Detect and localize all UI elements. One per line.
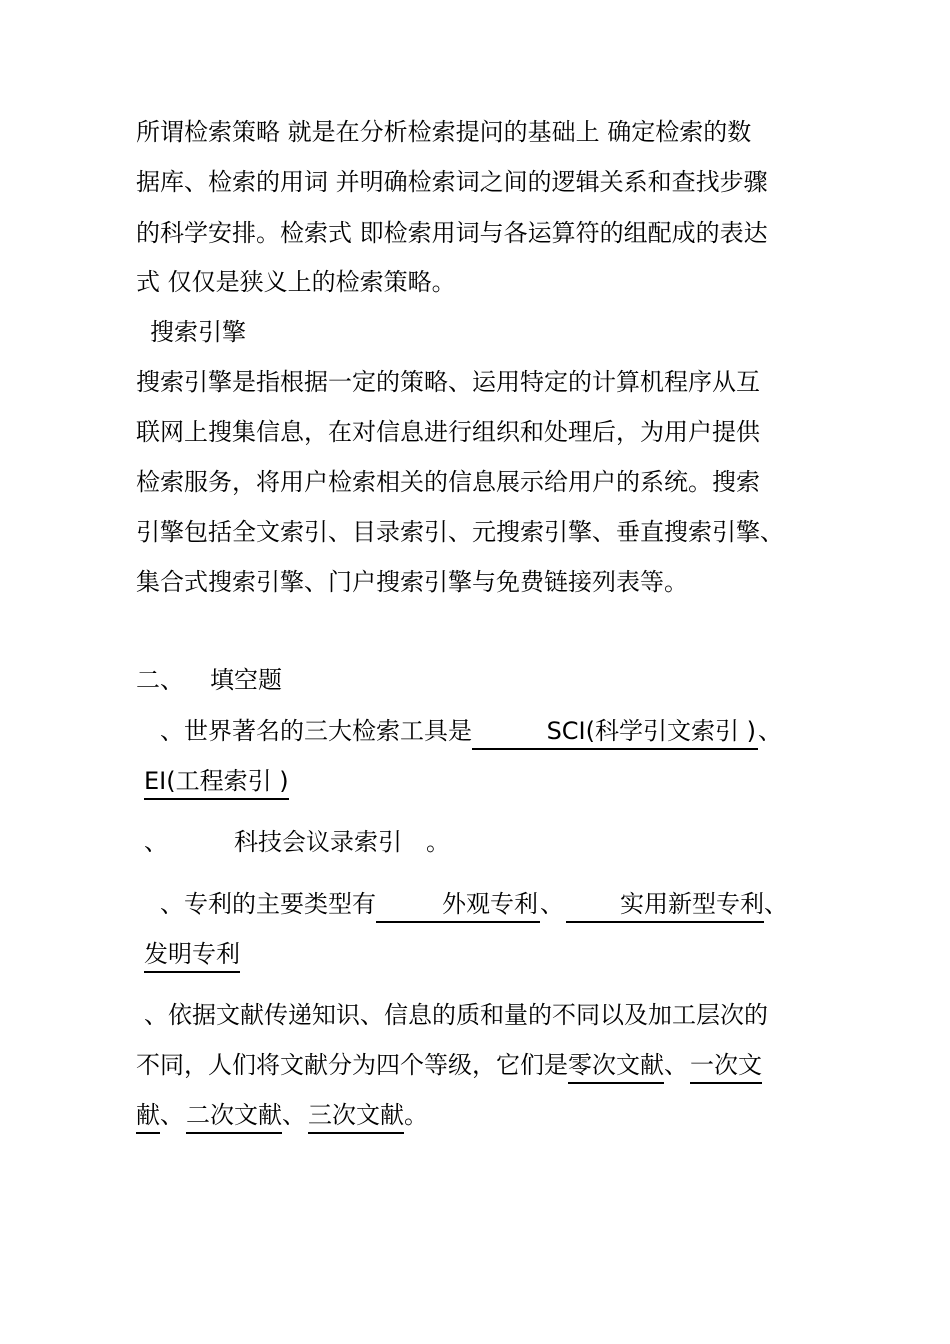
q2-answer1-text: 外观专利 [442, 890, 538, 918]
q3-sep2: 、 [160, 1101, 184, 1129]
q1-line3 [144, 827, 450, 857]
q3-answer1 [568, 1050, 664, 1084]
para1-line1-text: 所谓检索策略 就是在分析检索提问的基础上 确定检索的数 [136, 118, 752, 146]
para2-line2-text: 联网上搜集信息，在对信息进行组织和处理后，为用户提供 [136, 418, 760, 446]
q3-answer3-text: 二次文献 [186, 1101, 282, 1129]
q2-answer2-text: 实用新型专利 [620, 890, 764, 918]
q3-end: 。 [404, 1101, 428, 1129]
search-engine-heading-text: 搜索引擎 [150, 318, 246, 346]
para2-line3-text: 检索服务，将用户检索相关的信息展示给用户的系统。搜索 [136, 468, 760, 496]
q3-line3 [136, 1100, 428, 1134]
para1-line2 [136, 167, 768, 197]
q3-line1 [144, 1000, 768, 1030]
q2-answer3 [144, 939, 240, 973]
para1-line1 [136, 117, 751, 147]
para1-line3-text: 的科学安排。检索式 即检索用词与各运算符的组配成的表达 [136, 219, 768, 247]
q3-answer2-part2 [136, 1100, 160, 1134]
section2-number: 二、 [136, 666, 184, 694]
para2-line2 [136, 417, 760, 447]
section2-heading [136, 665, 282, 695]
q3-answer2-part1-text: 一次文 [690, 1051, 762, 1079]
q1-prefix: 、世界著名的三大检索工具是 [160, 717, 472, 745]
para2-line3 [136, 467, 760, 497]
q2-prefix: 、专利的主要类型有 [160, 890, 376, 918]
q3-sep3: 、 [282, 1101, 306, 1129]
q3-answer2-part1 [690, 1050, 762, 1084]
para1-line2-text: 据库、检索的用词 并明确检索词之间的逻辑关系和查找步骤 [136, 168, 768, 196]
q2-line1 [160, 889, 788, 923]
q2-answer2 [566, 889, 764, 923]
para2-line5-text: 集合式搜索引擎、门户搜索引擎与免费链接列表等。 [136, 568, 688, 596]
q1-answer2 [144, 766, 289, 800]
q3-answer4 [308, 1100, 404, 1134]
q1-sep1: 、 [758, 717, 782, 745]
q1-line3-prefix: 、 [144, 828, 168, 856]
q2-sep2: 、 [764, 890, 788, 918]
q2-line2 [144, 939, 240, 973]
q3-line2 [136, 1050, 762, 1084]
q1-answer3: 科技会议录索引 [234, 828, 402, 856]
q3-sep1: 、 [664, 1051, 688, 1079]
para1-line3 [136, 218, 768, 248]
q1-answer1-text: SCI(科学引文索引 ) [546, 717, 756, 745]
q3-line2-prefix: 不同，人们将文献分为四个等级，它们是 [136, 1051, 568, 1079]
q1-line1 [160, 716, 782, 750]
q3-line1-text: 、依据文献传递知识、信息的质和量的不同以及加工层次的 [144, 1001, 768, 1029]
q3-answer3 [186, 1100, 282, 1134]
q3-answer1-text: 零次文献 [568, 1051, 664, 1079]
q2-sep1: 、 [540, 890, 564, 918]
para2-line1 [136, 367, 760, 397]
section2-title: 填空题 [210, 666, 282, 694]
q3-answer4-text: 三次文献 [308, 1101, 404, 1129]
para2-line5 [136, 567, 688, 597]
para2-line4 [136, 517, 784, 547]
para1-line4 [136, 267, 456, 297]
q1-line2 [144, 766, 289, 800]
para2-line1-text: 搜索引擎是指根据一定的策略、运用特定的计算机程序从互 [136, 368, 760, 396]
q1-answer1 [472, 716, 758, 750]
q1-end: 。 [426, 828, 450, 856]
para2-line4-text: 引擎包括全文索引、目录索引、元搜索引擎、垂直搜索引擎、 [136, 518, 784, 546]
search-engine-heading [150, 317, 246, 347]
q3-answer2-part2-text: 献 [136, 1101, 160, 1129]
q1-answer2-text: EI(工程索引 ) [144, 767, 289, 795]
para1-line4-text: 式 仅仅是狭义上的检索策略。 [136, 268, 456, 296]
q2-answer3-text: 发明专利 [144, 940, 240, 968]
q2-answer1 [376, 889, 540, 923]
